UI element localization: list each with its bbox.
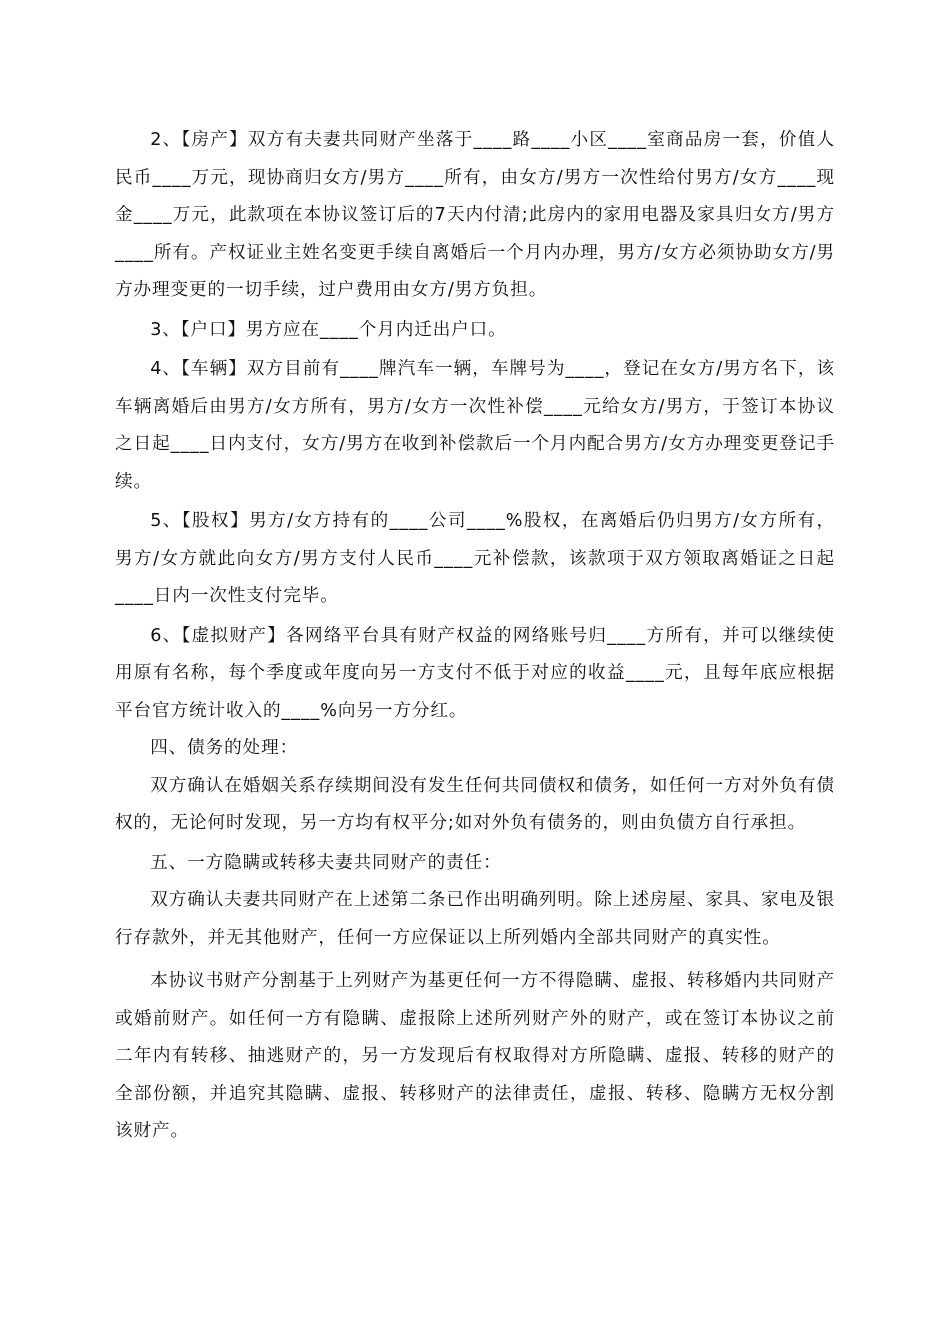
debts-paragraph: 双方确认在婚姻关系存续期间没有发生任何共同债权和债务，如任何一方对外负有债权的，无论何时发现，另一方均有权平分;如对外负有债务的，则由负债方自行承担。 [115, 775, 835, 833]
concealment-paragraph-1: 双方确认夫妻共同财产在上述第二条已作出明确列明。除上述房屋、家具、家电及银行存款外，并无其他财产，任何一方应保证以上所列婚内全部共同财产的真实性。 [115, 890, 835, 948]
section-heading-debts: 四、债务的处理： [150, 738, 299, 758]
concealment-paragraph-2: 本协议书财产分割基于上列财产为基更任何一方不得隐瞒、虚报、转移婚内共同财产或婚前财产。如任何一方有隐瞒、虚报除上述所列财产外的财产，或在签订本协议之前二年内有转移、抽逃财产的，另一方发现后有权取得对方所隐瞒、虚报、转移的财产的全部份额，并追究其隐瞒、虚报、转移财产的法律责任，虚报、转移、隐瞒方无权分割该财产。 [115, 971, 835, 1141]
clause-equity: 5、【股权】男方/女方持有的____公司____%股权，在离婚后仍归男方/女方所有，男方/女方就此向女方/男方支付人民币____元补偿款，该款项于双方领取离婚证之日起____日内一次性支付完毕。 [115, 511, 835, 606]
clause-hukou: 3、【户口】男方应在____个月内迁出户口。 [150, 319, 507, 340]
clause-house: 2、【房产】双方有夫妻共同财产坐落于____路____小区____室商品房一套，价值人民币____万元，现协商归女方/男方____所有，由女方/男方一次性给付男方/女方____现金____万元，此款项在本协议签订后的7天内付清;此房内的家用电器及家具归女方/男方____所有。产权证业主姓名变更手续自离婚后一个月内办理，男方/女方必须协助女方/男方办理变更的一切手续，过户费用由女方/男方负担。 [115, 130, 835, 300]
clause-vehicle: 4、【车辆】双方目前有____牌汽车一辆，车牌号为____，登记在女方/男方名下，该车辆离婚后由男方/女方所有，男方/女方一次性补偿____元给女方/男方，于签订本协议之日起____日内支付，女方/男方在收到补偿款后一个月内配合男方/女方办理变更登记手续。 [115, 359, 835, 492]
clause-virtual-assets: 6、【虚拟财产】各网络平台具有财产权益的网络账号归____方所有，并可以继续使用原有名称，每个季度或年度向另一方支付不低于对应的收益____元，且每年底应根据平台官方统计收入的____%向另一方分红。 [115, 625, 835, 721]
section-heading-concealment: 五、一方隐瞒或转移夫妻共同财产的责任： [150, 852, 502, 873]
document-page [115, 122, 835, 1151]
